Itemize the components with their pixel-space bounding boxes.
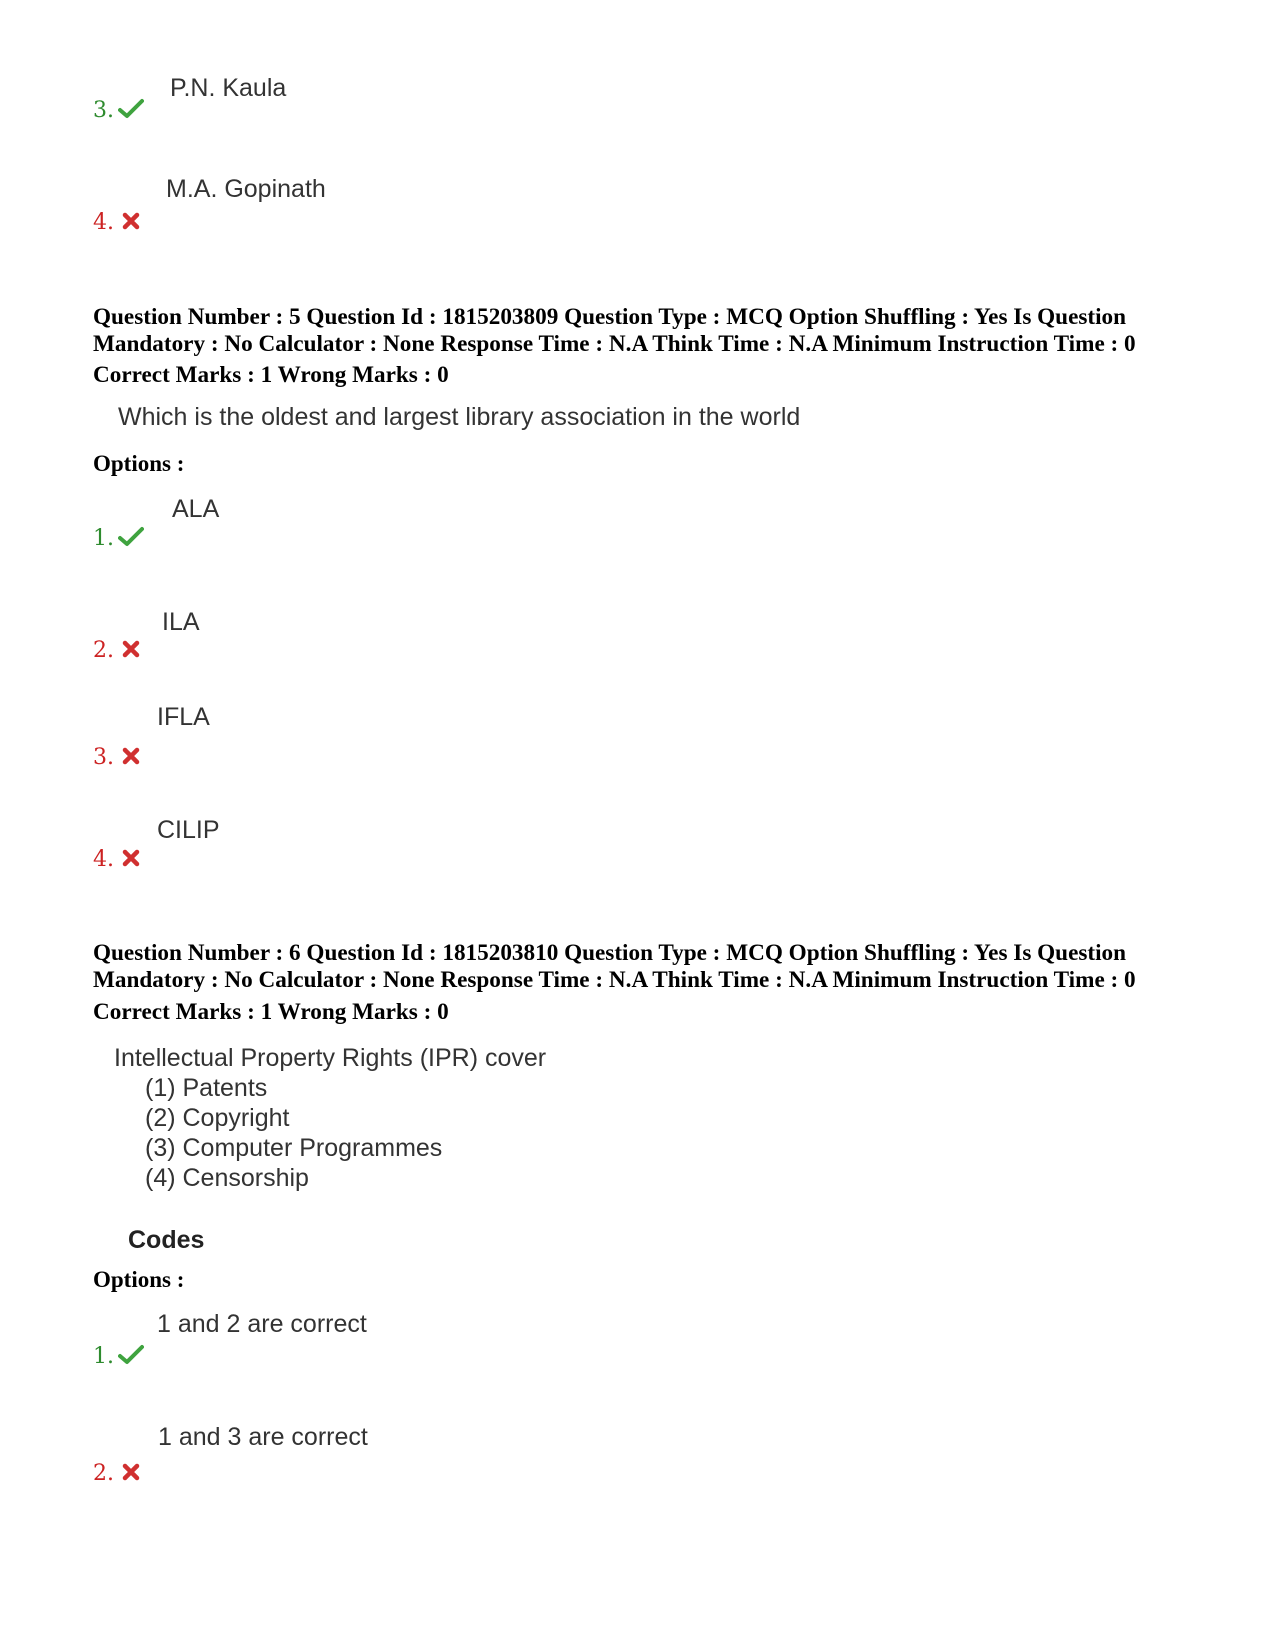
question-text: Which is the oldest and largest library association in the world	[118, 403, 801, 431]
option-number	[93, 847, 144, 871]
question-marks: Correct Marks : 1 Wrong Marks : 0	[93, 999, 449, 1025]
cross-icon	[118, 745, 144, 767]
question-meta-line: Mandatory : No Calculator : None Response Time : N.A Think Time : N.A Minimum Instruction Time : 0	[93, 967, 1136, 993]
option-number-label: 3.	[93, 98, 114, 123]
option-number	[93, 98, 144, 122]
cross-icon	[118, 847, 144, 869]
question-meta-line: Question Number : 6 Question Id : 1815203810 Question Type : MCQ Option Shuffling : Yes Is Question	[93, 940, 1127, 966]
option-text: 1 and 3 are correct	[158, 1423, 368, 1451]
cross-icon	[118, 210, 144, 232]
option-text: P.N. Kaula	[170, 74, 287, 102]
option-number-label: 1.	[93, 526, 114, 551]
options-label: Options :	[93, 451, 185, 476]
option-number-label: 1.	[93, 1344, 114, 1369]
question-item: (1) Patents	[145, 1074, 268, 1102]
question-meta-line: Question Number : 5 Question Id : 1815203809 Question Type : MCQ Option Shuffling : Yes Is Question	[93, 304, 1127, 330]
option-text: 1 and 2 are correct	[157, 1310, 367, 1338]
option-text: ILA	[162, 608, 200, 636]
check-icon	[118, 98, 144, 120]
option-number-label: 2.	[93, 638, 114, 663]
option-number	[93, 210, 144, 234]
check-icon	[118, 1344, 144, 1366]
option-number-label: 4.	[93, 210, 114, 235]
option-number	[93, 638, 144, 662]
question-item: (4) Censorship	[145, 1164, 309, 1192]
cross-icon	[118, 1461, 144, 1483]
question-meta-line: Mandatory : No Calculator : None Response Time : N.A Think Time : N.A Minimum Instruction Time : 0	[93, 331, 1136, 357]
option-number	[93, 1461, 144, 1485]
option-number-label: 2.	[93, 1461, 114, 1486]
question-marks: Correct Marks : 1 Wrong Marks : 0	[93, 362, 449, 388]
check-icon	[118, 526, 144, 548]
option-number	[93, 526, 144, 550]
option-text: CILIP	[157, 816, 220, 844]
question-item: (3) Computer Programmes	[145, 1134, 443, 1162]
option-text: IFLA	[157, 703, 210, 731]
codes-label: Codes	[128, 1226, 205, 1254]
options-label: Options :	[93, 1267, 185, 1292]
option-text: M.A. Gopinath	[166, 175, 326, 203]
option-text: ALA	[172, 495, 220, 523]
question-text: Intellectual Property Rights (IPR) cover	[114, 1044, 547, 1072]
cross-icon	[118, 638, 144, 660]
option-number-label: 3.	[93, 745, 114, 770]
question-item: (2) Copyright	[145, 1104, 290, 1132]
option-number	[93, 1344, 144, 1368]
option-number	[93, 745, 144, 769]
option-number-label: 4.	[93, 847, 114, 872]
